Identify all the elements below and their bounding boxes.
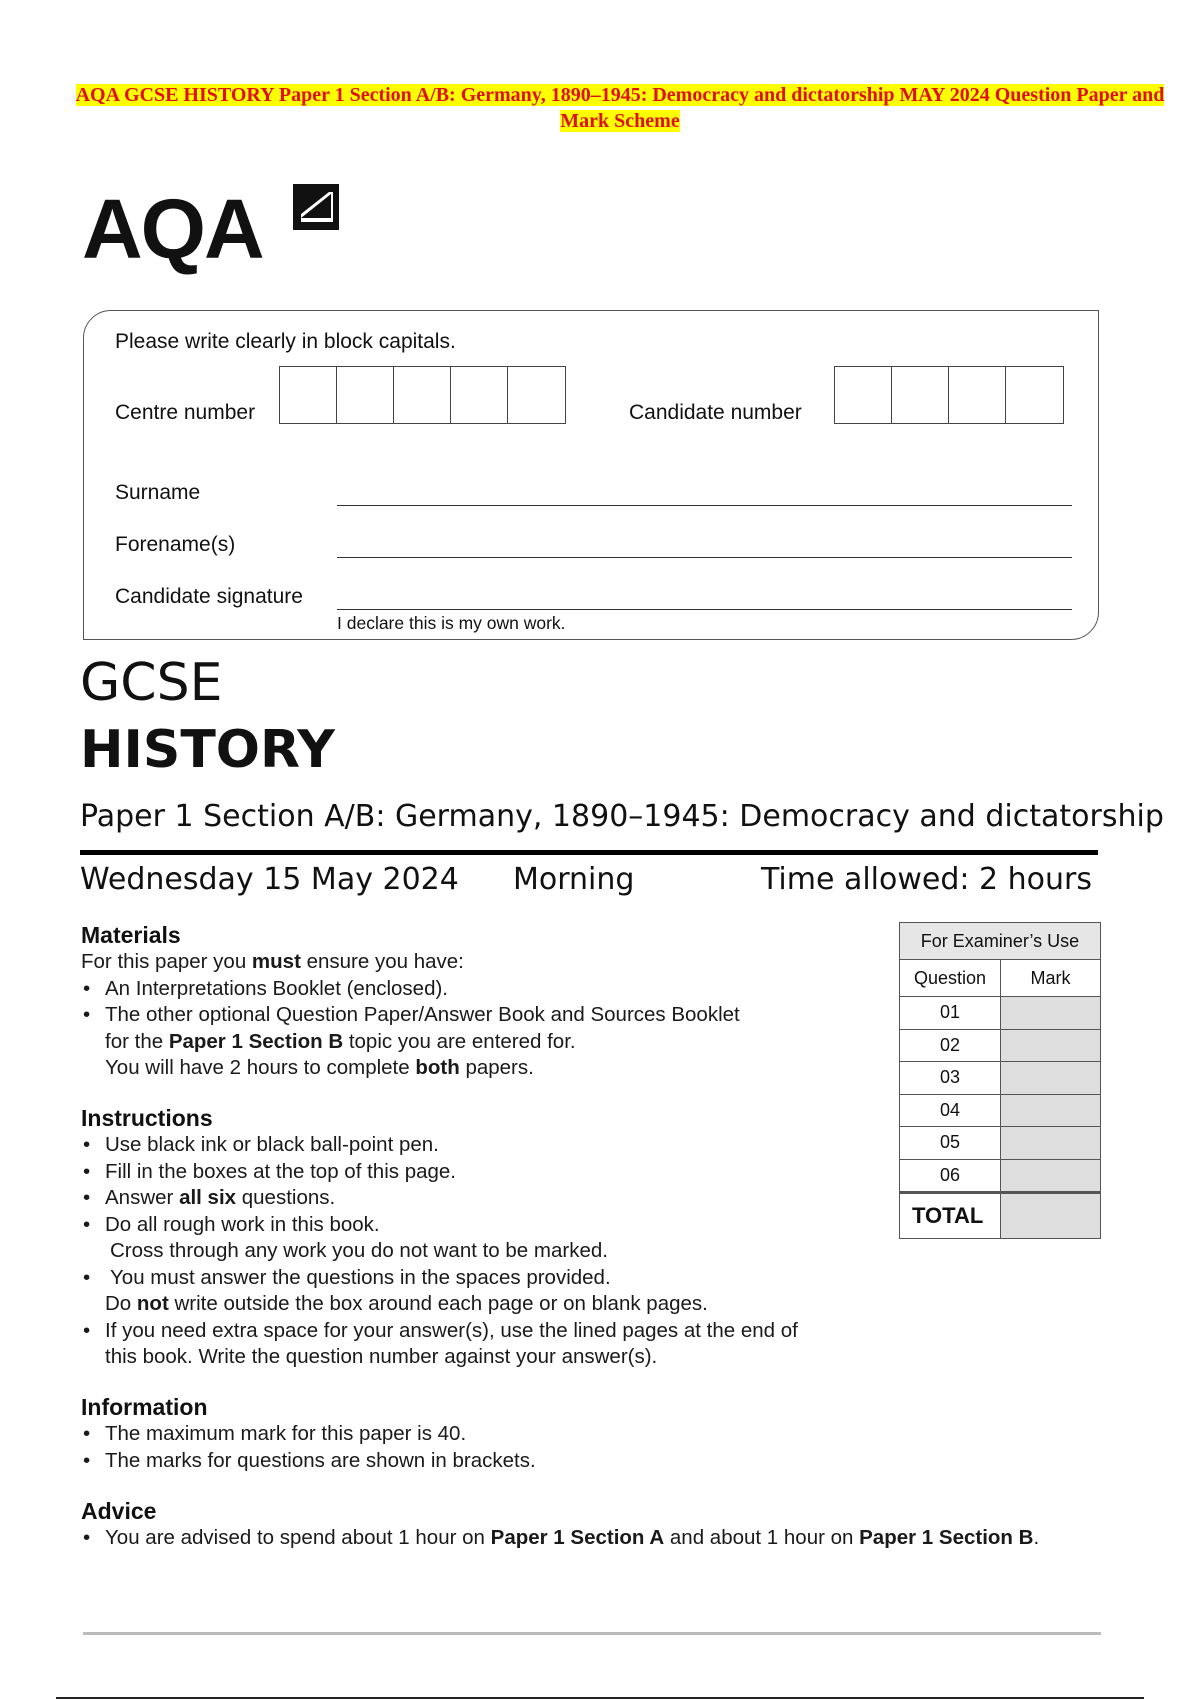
candidate-number-label: Candidate number [629, 401, 802, 424]
advice-heading: Advice [81, 1498, 157, 1524]
instructions-list [81, 1132, 901, 1371]
aqa-logo-text: AQA [82, 182, 263, 276]
list-item: • Answer all six questions. [81, 1185, 901, 1212]
table-row [900, 1029, 1101, 1062]
candidate-digit-box[interactable] [1006, 367, 1063, 423]
surname-field[interactable] [337, 505, 1072, 506]
centre-digit-box[interactable] [280, 367, 337, 423]
instructions-heading: Instructions [81, 1105, 213, 1131]
table-row [900, 1127, 1101, 1160]
centre-digit-box[interactable] [451, 367, 508, 423]
page-bottom-edge [56, 1697, 1144, 1699]
mark-cell [1001, 1127, 1101, 1160]
examiner-use-table [899, 922, 1101, 1239]
subject-title: HISTORY [80, 720, 335, 780]
list-item: • If you need extra space for your answer(s), use the lined pages at the end of this book. Write the question number against your answer(s). [81, 1318, 901, 1371]
list-item: • The marks for questions are shown in brackets. [81, 1448, 881, 1475]
list-item: • You must answer the questions in the spaces provided. Do not write outside the box around each page or on blank pages. [81, 1265, 901, 1318]
question-number: 02 [900, 1029, 1001, 1062]
mark-cell [1001, 1029, 1101, 1062]
table-row [900, 1094, 1101, 1127]
mark-cell [1001, 997, 1101, 1030]
footer-divider [83, 1632, 1101, 1635]
time-allowed: Time allowed: 2 hours [760, 862, 1092, 897]
candidate-number-field[interactable] [834, 366, 1064, 424]
centre-number-field[interactable] [279, 366, 566, 424]
aqa-logo [82, 178, 352, 274]
list-item: • Fill in the boxes at the top of this page. [81, 1159, 901, 1186]
centre-number-label: Centre number [115, 401, 256, 424]
materials-section [81, 921, 881, 1082]
information-list [81, 1421, 881, 1474]
candidate-details-box [83, 310, 1099, 640]
banner-text: AQA GCSE HISTORY Paper 1 Section A/B: Germany, 1890–1945: Democracy and dictatorship MAY 2024 Question Paper and Mark Scheme [75, 84, 1165, 132]
candidate-digit-box[interactable] [835, 367, 892, 423]
forenames-label: Forename(s) [115, 533, 236, 556]
signature-label: Candidate signature [115, 585, 303, 608]
qualification-title: GCSE [80, 653, 223, 713]
materials-list [81, 976, 881, 1082]
forenames-field[interactable] [337, 557, 1072, 558]
materials-intro: For this paper you must ensure you have: [81, 950, 464, 973]
candidate-digit-box[interactable] [892, 367, 949, 423]
paper-title: Paper 1 Section A/B: Germany, 1890–1945: Democracy and dictatorship [80, 799, 1164, 834]
information-section [81, 1393, 881, 1474]
table-row [900, 997, 1101, 1030]
table-row [900, 1062, 1101, 1095]
question-column-header: Question [900, 960, 1001, 997]
total-mark-cell [1001, 1193, 1101, 1239]
block-capitals-instruction: Please write clearly in block capitals. [115, 330, 456, 353]
list-item: • The other optional Question Paper/Answer Book and Sources Booklet for the Paper 1 Section B topic you are entered for. You will have 2 hours to complete both papers. [81, 1002, 881, 1082]
document-title-banner [60, 82, 1180, 134]
list-item: • The maximum mark for this paper is 40. [81, 1421, 881, 1448]
exam-session: Morning [513, 862, 635, 897]
question-number: 06 [900, 1159, 1001, 1193]
surname-label: Surname [115, 481, 201, 504]
mark-column-header: Mark [1001, 960, 1101, 997]
information-heading: Information [81, 1394, 208, 1420]
title-divider [80, 850, 1098, 855]
signature-field[interactable] [337, 609, 1072, 610]
question-number: 03 [900, 1062, 1001, 1095]
instructions-section [81, 1104, 901, 1371]
question-number: 01 [900, 997, 1001, 1030]
mark-cell [1001, 1062, 1101, 1095]
question-number: 05 [900, 1127, 1001, 1160]
centre-digit-box[interactable] [337, 367, 394, 423]
list-item: • An Interpretations Booklet (enclosed). [81, 976, 881, 1003]
mark-cell [1001, 1159, 1101, 1193]
advice-section [81, 1497, 1121, 1552]
list-item: • Use black ink or black ball-point pen. [81, 1132, 901, 1159]
candidate-digit-box[interactable] [949, 367, 1006, 423]
question-number: 04 [900, 1094, 1001, 1127]
list-item: • You are advised to spend about 1 hour on Paper 1 Section A and about 1 hour on Paper 1 Section B. [81, 1525, 1121, 1552]
examiner-table-title: For Examiner’s Use [900, 923, 1101, 960]
advice-list [81, 1525, 1121, 1552]
exam-date: Wednesday 15 May 2024 [80, 862, 459, 897]
total-row [900, 1193, 1101, 1239]
aqa-tick-icon [285, 178, 345, 238]
table-row [900, 1159, 1101, 1193]
total-label: TOTAL [900, 1193, 1001, 1239]
centre-digit-box[interactable] [394, 367, 451, 423]
declaration-text: I declare this is my own work. [337, 613, 566, 633]
list-item: • Do all rough work in this book. Cross through any work you do not want to be marked. [81, 1212, 901, 1265]
mark-cell [1001, 1094, 1101, 1127]
materials-heading: Materials [81, 922, 181, 948]
centre-digit-box[interactable] [508, 367, 565, 423]
